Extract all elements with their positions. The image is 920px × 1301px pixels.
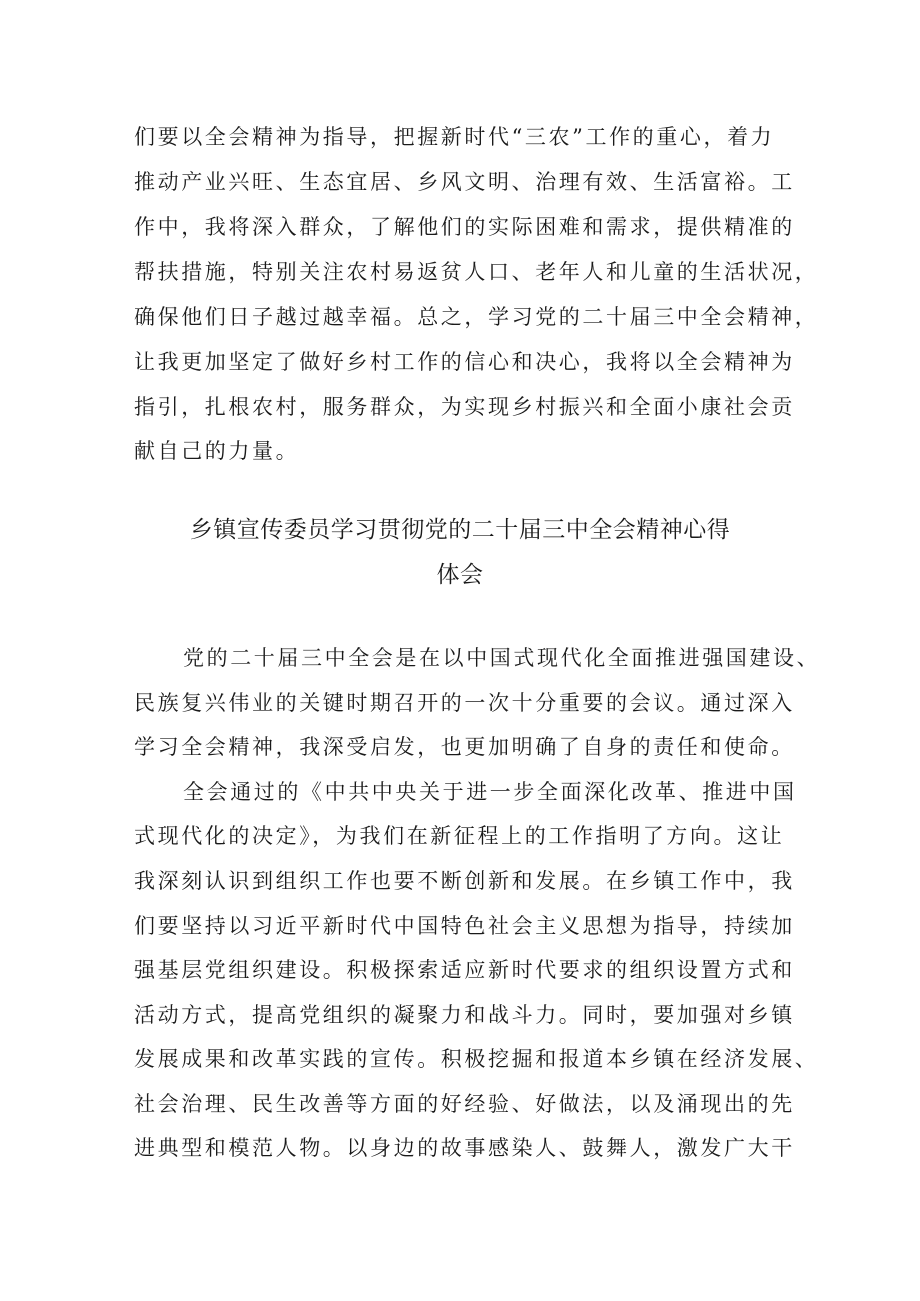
text-line: 作中，我将深入群众，了解他们的实际困难和需求，提供精准的 [134,215,795,239]
text-line: 们要坚持以习近平新时代中国特色社会主义思想为指导，持续加 [134,914,795,938]
text-line: 让我更加坚定了做好乡村工作的信心和决心，我将以全会精神为 [134,350,795,374]
text-line: 发展成果和改革实践的宣传。积极挖掘和报道本乡镇在经济发展、 [134,1047,819,1071]
text-line: 指引，扎根农村，服务群众，为实现乡村振兴和全面小康社会贡 [134,395,795,419]
text-line: 进典型和模范人物。以身边的故事感染人、鼓舞人，激发广大干 [134,1136,795,1160]
paragraph-first-line: 党的二十届三中全会是在以中国式现代化全面推进强国建设、 [183,646,821,670]
article-title-continued: 体会 [436,562,484,588]
text-line: 学习全会精神，我深受启发，也更加明确了自身的责任和使命。 [134,735,795,759]
text-line: 献自己的力量。 [134,439,300,463]
text-line: 我深刻认识到组织工作也要不断创新和发展。在乡镇工作中，我 [134,869,795,893]
text-line: 社会治理、民生改善等方面的好经验、好做法，以及涌现出的先 [134,1092,795,1116]
paragraph-first-line: 全会通过的《中共中央关于进一步全面深化改革、推进中国 [183,780,797,804]
text-line: 确保他们日子越过越幸福。总之，学习党的二十届三中全会精神， [134,305,819,329]
article-title: 乡镇宣传委员学习贯彻党的二十届三中全会精神心得 [189,517,731,543]
text-line: 式现代化的决定》，为我们在新征程上的工作指明了方向。这让 [134,824,785,848]
text-line: 推动产业兴旺、生态宜居、乡风文明、治理有效、生活富裕。工 [134,170,795,194]
text-line: 强基层党组织建设。积极探索适应新时代要求的组织设置方式和 [134,958,795,982]
text-line: 们要以全会精神为指导，把握新时代“三农”工作的重心，着力 [134,125,775,149]
text-line: 帮扶措施，特别关注农村易返贫人口、老年人和儿童的生活状况， [134,260,819,284]
text-line: 民族复兴伟业的关键时期召开的一次十分重要的会议。通过深入 [134,691,795,715]
text-line: 活动方式，提高党组织的凝聚力和战斗力。同时，要加强对乡镇 [134,1003,795,1027]
